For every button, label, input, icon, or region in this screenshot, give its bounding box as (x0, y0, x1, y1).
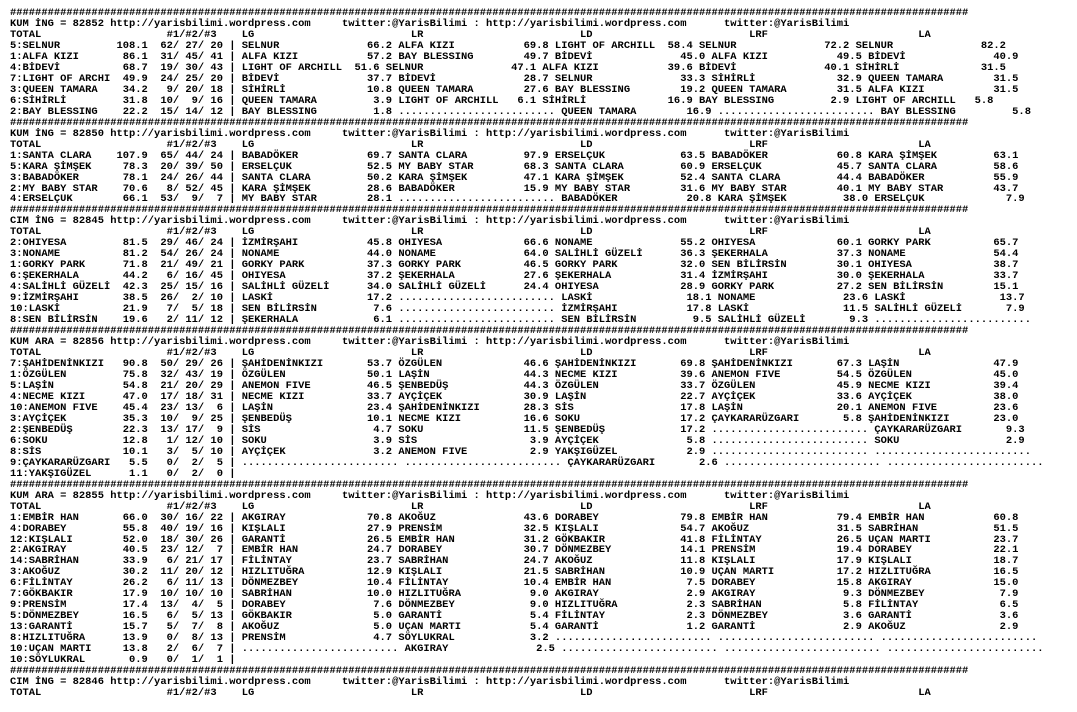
race-stats-text (10, 8, 1074, 699)
table-row: 13:GARANTİ 15.7 5/ 7/ 8 | AKOĞUZ 5.0 UÇAN MARTI 5.4 GARANTİ 1.2 GARANTİ 2.9 AKOĞUZ 2.9 (10, 621, 1019, 634)
table-row: 11:YAKŞIGÜZEL 1.1 0/ 2/ 0 | (10, 467, 236, 480)
table-row: 10:SÖYLUKRAL 0.9 0/ 1/ 1 | (10, 654, 236, 667)
table-row: 3:NONAME 81.2 54/ 26/ 24 | NONAME 44.0 NONAME 64.0 SALİHLİ GÜZELİ 36.3 ŞEKERHALA 37.3 NONAME 54.4 (10, 248, 1019, 261)
race-header: CIM İNG = 82845 http://yarisbilimi.wordpress.com twitter:@YarisBilimi : http://yarisbilimi.wordpress.com twitter:@YarisBilimi (10, 215, 850, 228)
table-row: 1:ÖZGÜLEN 75.8 32/ 43/ 19 | ÖZGÜLEN 50.1 LAŞİN 44.3 NECME KIZI 39.6 ANEMON FIVE 54.5 ÖZGÜLEN 45.0 (10, 368, 1019, 381)
table-row: 4:BİDEVİ 68.7 19/ 30/ 43 | LIGHT OF ARCHILL 51.6 SELNUR 47.1 ALFA KIZI 39.6 BİDEVİ 40.1 SİHİRLİ 31.5 (10, 61, 1006, 74)
table-row: 3:AYÇİÇEK 35.3 10/ 9/ 25 | ŞENBEDÜŞ 10.1 NECME KIZI 16.6 SOKU 17.2 ÇAYKARARÜZGARI 5.8 ŞAHİDENİNKIZI 23.0 (10, 412, 1019, 425)
column-header: TOTAL #1/#2/#3 LG LR LD LRF LA (10, 138, 931, 151)
separator-line: ######################################################################################################################################################### (10, 116, 969, 129)
table-row: 5:DÖNMEZBEY 16.5 6/ 5/ 13 | GÖKBAKIR 5.0 GARANTİ 5.4 FİLİNTAY 2.3 DÖNMEZBEY 3.6 GARANTİ 3.6 (10, 610, 1019, 623)
table-row: 12:KIŞLALI 52.0 18/ 30/ 26 | GARANTİ 26.5 EMBİR HAN 31.2 GÖKBAKIR 41.8 FİLİNTAY 26.5 UÇAN MARTI 23.7 (10, 533, 1019, 546)
table-row: 2:OHIYESA 81.5 29/ 46/ 24 | İZMİRŞAHI 45.8 OHIYESA 66.6 NONAME 55.2 OHIYESA 60.1 GORKY PARK 65.7 (10, 237, 1019, 250)
separator-line: ######################################################################################################################################################### (10, 204, 969, 217)
table-row: 6:SİHİRLİ 31.8 10/ 9/ 16 | QUEEN TAMARA 3.9 LIGHT OF ARCHILL 6.1 SİHİRLİ 16.9 BAY BLESSING 2.9 LIGHT OF ARCHILL 5.8 (10, 94, 994, 107)
table-row: 8:HIZLITUĞRA 13.9 0/ 8/ 13 | PRENSİM 4.7 SÖYLUKRAL 3.2 ......................... ......................... ......................... (10, 632, 1038, 645)
column-header: TOTAL #1/#2/#3 LG LR LD LRF LA (10, 226, 931, 239)
table-row: 5:LAŞİN 54.8 21/ 20/ 29 | ANEMON FIVE 46.5 ŞENBEDÜŞ 44.3 ÖZGÜLEN 33.7 ÖZGÜLEN 45.9 NECME KIZI 39.4 (10, 379, 1019, 392)
table-row: 7:LIGHT OF ARCHI 49.9 24/ 25/ 20 | BİDEVİ 37.7 BİDEVİ 28.7 SELNUR 33.3 SİHİRLİ 32.9 QUEEN TAMARA 31.5 (10, 72, 1019, 85)
table-row: 10:UÇAN MARTI 13.8 2/ 6/ 7 | ......................... AKGIRAY 2.5 ......................... ......................... ......................... (10, 643, 1044, 656)
table-row: 5:SELNUR 108.1 62/ 27/ 20 | SELNUR 66.2 ALFA KIZI 69.8 LIGHT OF ARCHILL 58.4 SELNUR 72.2 SELNUR 82.2 (10, 39, 1006, 52)
table-row: 10:LASKİ 21.9 7/ 5/ 18 | SEN BİLİRSİN 7.6 ......................... İZMİRŞAHI 17.8 LASKİ 11.5 SALİHLİ GÜZELİ 7.9 (10, 303, 1025, 316)
table-row: 7:GÖKBAKIR 17.9 10/ 10/ 10 | SABRİHAN 10.0 HIZLITUĞRA 9.0 AKGIRAY 2.9 AKGIRAY 9.3 DÖNMEZBEY 7.9 (10, 588, 1019, 601)
table-row: 10:ANEMON FIVE 45.4 23/ 13/ 6 | LAŞİN 23.4 ŞAHİDENİNKIZI 28.3 SİS 17.8 LAŞİN 20.1 ANEMON FIVE 23.6 (10, 401, 1019, 414)
separator-line: ######################################################################################################################################################### (10, 478, 969, 491)
race-stats-sheet (10, 8, 1074, 708)
table-row: 5:KARA ŞİMŞEK 78.3 20/ 39/ 50 | ERSELÇUK 52.5 MY BABY STAR 68.3 SANTA CLARA 60.9 ERSELÇUK 45.7 SANTA CLARA 58.6 (10, 160, 1019, 173)
table-row: 2:AKGIRAY 40.5 23/ 12/ 7 | EMBİR HAN 24.7 DORABEY 30.7 DÖNMEZBEY 14.1 PRENSİM 19.4 DORABEY 22.1 (10, 544, 1019, 557)
column-header: TOTAL #1/#2/#3 LG LR LD LRF LA (10, 500, 931, 513)
separator-line: ######################################################################################################################################################### (10, 8, 969, 19)
table-row: 3:BABADÖKER 78.1 24/ 26/ 44 | SANTA CLARA 50.2 KARA ŞİMŞEK 47.1 KARA ŞİMŞEK 52.4 SANTA CLARA 44.4 BABADÖKER 55.9 (10, 171, 1019, 184)
table-row: 6:SOKU 12.8 1/ 12/ 10 | SOKU 3.9 SİS 3.9 AYÇİÇEK 5.8 ......................... SOKU 2.9 (10, 434, 1025, 447)
table-row: 4:SALİHLİ GÜZELİ 42.3 25/ 15/ 16 | SALİHLİ GÜZELİ 34.0 SALİHLİ GÜZELİ 24.4 OHIYESA 28.9 GORKY PARK 27.2 SEN BİLİRSİN 15.1 (10, 281, 1019, 294)
table-row: 3:AKOĞUZ 30.2 11/ 20/ 12 | HIZLITUĞRA 12.9 KIŞLALI 21.5 SABRİHAN 10.9 UÇAN MARTI 17.2 HIZLITUĞRA 16.5 (10, 566, 1019, 579)
table-row: 4:NECME KIZI 47.0 17/ 18/ 31 | NECME KIZI 33.7 AYÇİÇEK 30.9 LAŞİN 22.7 AYÇİÇEK 33.6 AYÇİÇEK 38.0 (10, 390, 1019, 403)
table-row: 6:ŞEKERHALA 44.2 6/ 16/ 45 | OHIYESA 37.2 ŞEKERHALA 27.6 ŞEKERHALA 31.4 İZMİRŞAHI 30.0 ŞEKERHALA 33.7 (10, 270, 1019, 283)
table-row: 2:ŞENBEDÜŞ 22.3 13/ 17/ 9 | SİS 4.7 SOKU 11.5 ŞENBEDÜŞ 17.2 ......................... ÇAYKARARÜZGARI 9.3 (10, 423, 1025, 436)
table-row: 8:SEN BİLİRSİN 19.6 2/ 11/ 12 | ŞEKERHALA 6.1 ......................... SEN BİLİRSİN 9.5 SALİHLİ GÜZELİ 9.3 ......................... (10, 314, 1031, 327)
table-row: 9:ÇAYKARARÜZGARI 5.5 0/ 2/ 5 | ......................... ......................... ÇAYKARARÜZGARI 2.6 ......................... ......................... (10, 456, 1044, 469)
table-row: 1:EMBİR HAN 66.0 30/ 16/ 22 | AKGIRAY 70.8 AKOĞUZ 43.6 DORABEY 79.8 EMBİR HAN 79.4 EMBİR HAN 60.8 (10, 511, 1019, 524)
table-row: 14:SABRİHAN 33.9 6/ 21/ 17 | FİLİNTAY 23.7 SABRİHAN 24.7 AKOĞUZ 11.8 KIŞLALI 17.9 KIŞLALI 18.7 (10, 555, 1019, 568)
race-header: KUM İNG = 82852 http://yarisbilimi.wordpress.com twitter:@YarisBilimi : http://yarisbilimi.wordpress.com twitter:@YarisBilimi (10, 17, 850, 30)
race-header: KUM ARA = 82855 http://yarisbilimi.wordpress.com twitter:@YarisBilimi : http://yarisbilimi.wordpress.com twitter:@YarisBilimi (10, 489, 850, 502)
column-header: TOTAL #1/#2/#3 LG LR LD LRF LA (10, 28, 931, 41)
table-row: 6:FİLİNTAY 26.2 6/ 11/ 13 | DÖNMEZBEY 10.4 FİLİNTAY 10.4 EMBİR HAN 7.5 DORABEY 15.8 AKGIRAY 15.0 (10, 577, 1019, 590)
table-row: 1:SANTA CLARA 107.9 65/ 44/ 24 | BABADÖKER 69.7 SANTA CLARA 97.9 ERSELÇUK 63.5 BABADÖKER 60.8 KARA ŞİMŞEK 63.1 (10, 149, 1019, 162)
table-row: 1:GORKY PARK 71.8 21/ 49/ 21 | GORKY PARK 37.3 GORKY PARK 46.5 GORKY PARK 32.0 SEN BİLİRSİN 30.1 OHIYESA 38.7 (10, 259, 1019, 272)
table-row: 2:MY BABY STAR 70.6 8/ 52/ 45 | KARA ŞİMŞEK 28.6 BABADÖKER 15.9 MY BABY STAR 31.6 MY BABY STAR 40.1 MY BABY STAR 43.7 (10, 182, 1019, 195)
race-header: CIM İNG = 82846 http://yarisbilimi.wordpress.com twitter:@YarisBilimi : http://yarisbilimi.wordpress.com twitter:@YarisBilimi (10, 676, 850, 689)
column-header: TOTAL #1/#2/#3 LG LR LD LRF LA (10, 347, 931, 360)
race-header: KUM İNG = 82850 http://yarisbilimi.wordpress.com twitter:@YarisBilimi : http://yarisbilimi.wordpress.com twitter:@YarisBilimi (10, 127, 850, 140)
table-row: 4:ERSELÇUK 66.1 53/ 9/ 7 | MY BABY STAR 28.1 ......................... BABADÖKER 20.8 KARA ŞİMŞEK 38.0 ERSELÇUK 7.9 (10, 193, 1025, 206)
table-row: 2:BAY BLESSING 22.2 15/ 14/ 12 | BAY BLESSING 1.8 ......................... QUEEN TAMARA 16.9 ......................... BAY BLESSING 5.8 (10, 105, 1031, 118)
table-row: 4:DORABEY 55.8 40/ 19/ 16 | KIŞLALI 27.9 PRENSİM 32.5 KIŞLALI 54.7 AKOĞUZ 31.5 SABRİHAN 51.5 (10, 522, 1019, 535)
separator-line: ######################################################################################################################################################### (10, 665, 969, 678)
column-header: TOTAL #1/#2/#3 LG LR LD LRF LA (10, 687, 931, 700)
race-header: KUM ARA = 82856 http://yarisbilimi.wordpress.com twitter:@YarisBilimi : http://yarisbilimi.wordpress.com twitter:@YarisBilimi (10, 336, 850, 349)
table-row: 9:İZMİRŞAHI 38.5 26/ 2/ 10 | LASKİ 17.2 ......................... LASKİ 18.1 NONAME 23.6 LASKİ 13.7 (10, 292, 1025, 305)
table-row: 3:QUEEN TAMARA 34.2 9/ 20/ 18 | SİHİRLİ 10.8 QUEEN TAMARA 27.6 BAY BLESSING 19.2 QUEEN TAMARA 31.5 ALFA KIZI 31.5 (10, 83, 1019, 96)
table-row: 1:ALFA KIZI 86.1 31/ 45/ 41 | ALFA KIZI 57.2 BAY BLESSING 49.7 BİDEVİ 45.0 ALFA KIZI 49.5 BİDEVİ 40.9 (10, 50, 1019, 63)
separator-line: ######################################################################################################################################################### (10, 325, 969, 338)
table-row: 7:ŞAHİDENİNKIZI 90.8 50/ 29/ 26 | ŞAHİDENİNKIZI 53.7 ÖZGÜLEN 46.6 ŞAHİDENİNKIZI 69.8 ŞAHİDENİNKIZI 67.3 LAŞİN 47.9 (10, 358, 1019, 370)
table-row: 8:SİS 10.1 3/ 5/ 10 | AYÇİÇEK 3.2 ANEMON FIVE 2.9 YAKŞIGÜZEL 2.9 ......................... ......................... (10, 445, 1031, 458)
table-row: 9:PRENSİM 17.4 13/ 4/ 5 | DORABEY 7.6 DÖNMEZBEY 9.0 HIZLITUĞRA 2.3 SABRİHAN 5.8 FİLİNTAY 6.5 (10, 599, 1019, 612)
